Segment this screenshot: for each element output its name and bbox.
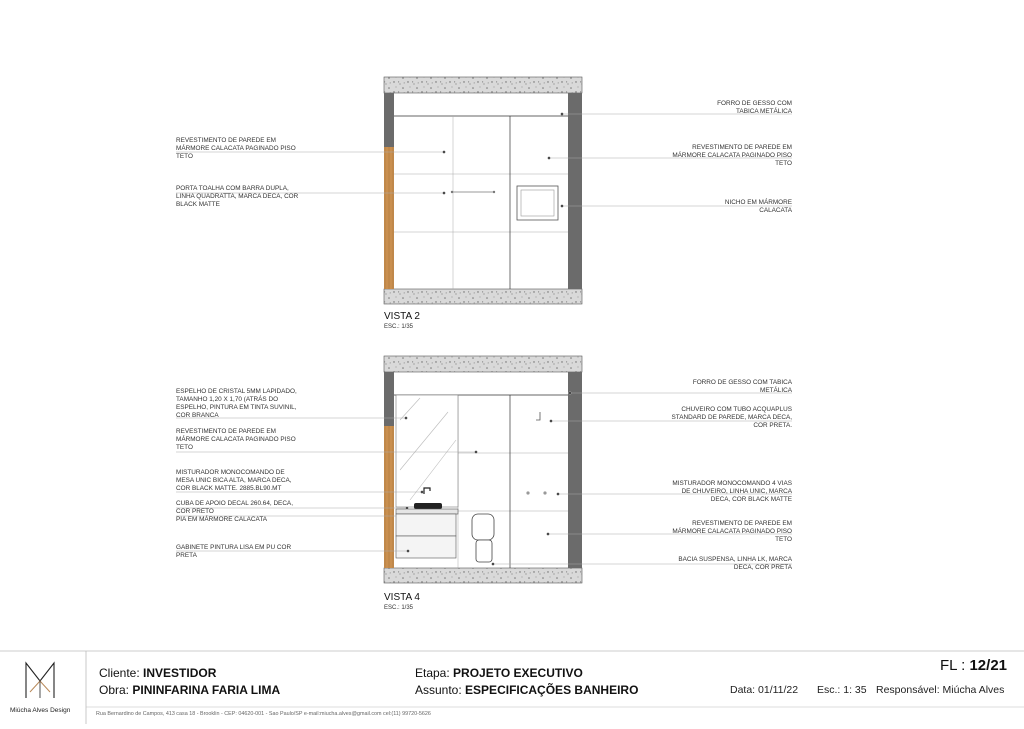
assunto-row bbox=[415, 683, 638, 697]
note-line: CUBA DE APOIO DECAL 260.64, DECA, bbox=[176, 500, 293, 507]
responsible-field: Responsável: Miúcha Alves bbox=[876, 684, 1005, 696]
note-line: TAMANHO 1,20 X 1,70 (ATRÁS DO bbox=[176, 396, 279, 403]
note-line: CHUVEIRO COM TUBO ACQUAPLUS bbox=[681, 406, 792, 413]
note-line: MISTURADOR MONOCOMANDO 4 VIAS bbox=[672, 480, 792, 487]
fl-value: 12/21 bbox=[969, 657, 1008, 674]
address-line: Rua Bernardino de Campos, 413 casa 18 - Brooklin - CEP: 04620-001 - Sao Paulo/SP e-mail:miucha.alves@gmail.com cel:(11) 99720-5626 bbox=[96, 711, 431, 717]
note-line: MÁRMORE CALACATA PAGINADO PISO bbox=[672, 528, 792, 535]
assunto-value: ESPECIFICAÇÕES BANHEIRO bbox=[465, 683, 639, 697]
cliente-row bbox=[99, 666, 216, 680]
note-line: DECA, COR BLACK MATTE bbox=[710, 496, 792, 503]
view-scale: ESC.: 1/35 bbox=[384, 605, 414, 611]
note-line: REVESTIMENTO DE PAREDE EM bbox=[176, 137, 276, 144]
note-line: STANDARD DE PAREDE, MARCA DECA, bbox=[671, 414, 792, 421]
note-line: REVESTIMENTO DE PAREDE EM bbox=[176, 428, 276, 435]
note-line: TETO bbox=[176, 153, 193, 160]
scale-field: Esc.: 1: 35 bbox=[817, 684, 867, 696]
etapa-label: Etapa: bbox=[415, 666, 450, 680]
note-line: NICHO EM MÁRMORE bbox=[724, 199, 792, 206]
note-line: TETO bbox=[775, 160, 792, 167]
etapa-row bbox=[415, 666, 583, 680]
note-line: MÁRMORE CALACATA PAGINADO PISO bbox=[176, 145, 296, 152]
view-title: VISTA 2 bbox=[384, 311, 420, 322]
note-line: CALACATA bbox=[759, 207, 792, 214]
note-line: TETO bbox=[176, 444, 193, 451]
obra-row bbox=[99, 683, 280, 697]
company-logo bbox=[26, 663, 54, 698]
note-line: COR BLACK MATTE. 2885.BL90.MT bbox=[176, 485, 282, 492]
fl-label: FL : bbox=[940, 657, 966, 674]
note-line: FORRO DE GESSO COM TABICA bbox=[692, 379, 792, 386]
note-line: MÁRMORE CALACATA PAGINADO PISO bbox=[176, 436, 296, 443]
cliente-value: INVESTIDOR bbox=[143, 666, 217, 680]
note-line: MESA UNIC BICA ALTA, MARCA DECA, bbox=[176, 477, 292, 484]
note-line: PIA EM MÁRMORE CALACATA bbox=[176, 516, 268, 523]
obra-label: Obra: bbox=[99, 683, 130, 697]
note-line: REVESTIMENTO DE PAREDE EM bbox=[692, 144, 792, 151]
note-line: TETO bbox=[775, 536, 792, 543]
logo-caption: Miúcha Alves Design bbox=[10, 707, 71, 714]
note-line: BACIA SUSPENSA, LINHA LK, MARCA bbox=[678, 556, 792, 563]
note-line: MÁRMORE CALACATA PAGINADO PISO bbox=[672, 152, 792, 159]
note-line: PORTA TOALHA COM BARRA DUPLA, bbox=[176, 185, 289, 192]
sheet-number bbox=[940, 657, 1007, 674]
note-line: PRETA bbox=[176, 552, 197, 559]
note-line: ESPELHO, PINTURA EM TINTA SUVINIL, bbox=[176, 404, 297, 411]
note-line: COR BRANCA bbox=[176, 412, 219, 419]
view-title: VISTA 4 bbox=[384, 592, 420, 603]
note-line: ESPELHO DE CRISTAL 5MM LAPIDADO, bbox=[176, 388, 297, 395]
note-line: BLACK MATTE bbox=[176, 201, 220, 208]
note-line: FORRO DE GESSO COM bbox=[717, 100, 792, 107]
assunto-label: Assunto: bbox=[415, 683, 462, 697]
view-scale: ESC.: 1/35 bbox=[384, 324, 414, 330]
date-field: Data: 01/11/22 bbox=[730, 684, 799, 696]
note-line: REVESTIMENTO DE PAREDE EM bbox=[692, 520, 792, 527]
note-line: GABINETE PINTURA LISA EM PU COR bbox=[176, 544, 292, 551]
etapa-value: PROJETO EXECUTIVO bbox=[453, 666, 583, 680]
note-line: MISTURADOR MONOCOMANDO DE bbox=[176, 469, 285, 476]
note-line: METÁLICA bbox=[760, 387, 792, 394]
cliente-label: Cliente: bbox=[99, 666, 140, 680]
note-line: TABICA METÁLICA bbox=[736, 108, 792, 115]
note-line: COR PRETO bbox=[176, 508, 214, 515]
note-line: DECA, COR PRETA bbox=[733, 564, 792, 571]
note-line: DE CHUVEIRO, LINHA UNIC, MARCA bbox=[681, 488, 792, 495]
obra-value: PININFARINA FARIA LIMA bbox=[132, 683, 281, 697]
note-line: COR PRETA. bbox=[753, 422, 792, 429]
note-line: LINHA QUADRATTA, MARCA DECA, COR bbox=[176, 193, 299, 200]
